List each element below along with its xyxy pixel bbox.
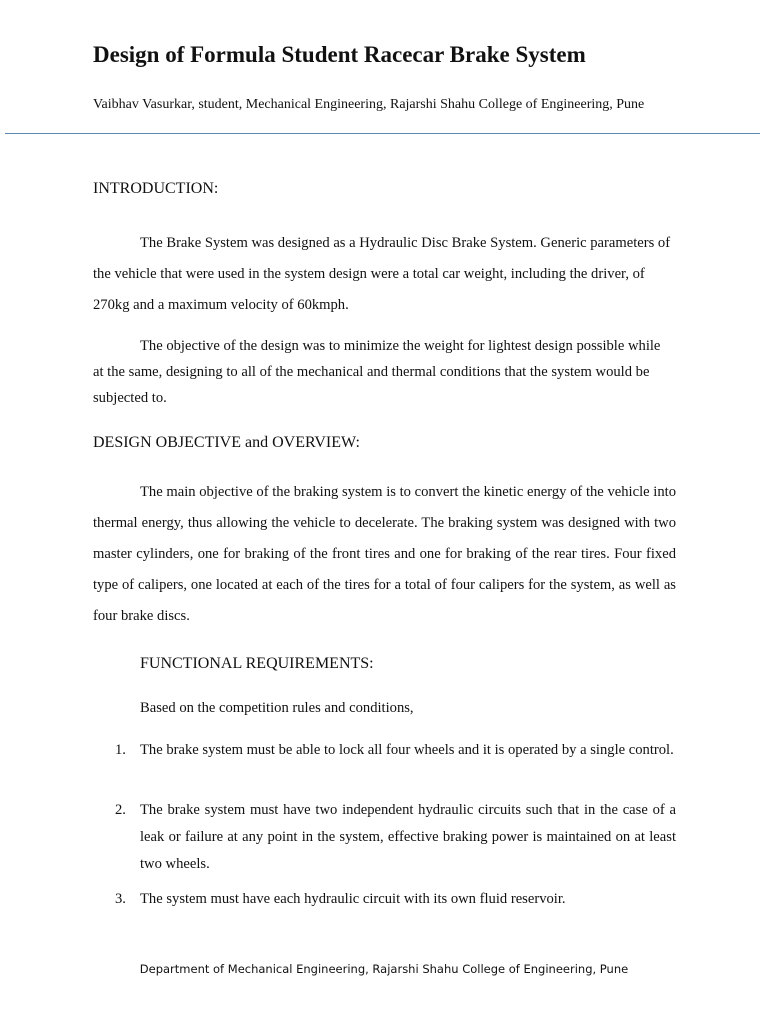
functional-requirements-heading: FUNCTIONAL REQUIREMENTS: bbox=[140, 655, 374, 672]
introduction-paragraph-1 bbox=[93, 228, 673, 321]
introduction-heading: INTRODUCTION: bbox=[93, 180, 219, 197]
header-divider bbox=[5, 133, 760, 134]
requirements-lead-text: Based on the competition rules and conditions, bbox=[140, 700, 414, 716]
requirement-number: 2. bbox=[115, 802, 126, 818]
design-objective-paragraph-text: The main objective of the braking system is to convert the kinetic energy of the vehicle into thermal energy, thus allowing the vehicle to decelerate. The braking system was designed with two master cylinders, one for braking of the front tires and one for braking of the rear tires. Four fixed type of calipers, one located at each of the tires for a total of four calipers for the system, as well as four brake discs. bbox=[93, 484, 676, 624]
document-title: Design of Formula Student Racecar Brake System bbox=[93, 42, 586, 67]
introduction-paragraph-1-text: The Brake System was designed as a Hydraulic Disc Brake System. Generic parameters of the vehicle that were used in the system design were a total car weight, including the driver, of 270kg and a maximum velocity of 60kmph. bbox=[93, 235, 671, 313]
design-objective-paragraph bbox=[93, 477, 676, 632]
requirement-text: The brake system must have two independent hydraulic circuits such that in the case of a leak or failure at any point in the system, effective braking power is maintained on at least two wheels. bbox=[140, 802, 676, 872]
requirement-text: The system must have each hydraulic circuit with its own fluid reservoir. bbox=[140, 891, 566, 907]
page-footer: Department of Mechanical Engineering, Rajarshi Shahu College of Engineering, Pune bbox=[139, 962, 629, 976]
requirement-number: 3. bbox=[115, 891, 126, 907]
design-objective-heading: DESIGN OBJECTIVE and OVERVIEW: bbox=[93, 434, 360, 451]
author-line: Vaibhav Vasurkar, student, Mechanical Engineering, Rajarshi Shahu College of Engineering, Pune bbox=[93, 97, 645, 112]
introduction-paragraph-2-text: The objective of the design was to minimize the weight for lightest design possible while at the same, designing to all of the mechanical and thermal conditions that the system would be subjected to. bbox=[93, 338, 661, 406]
requirement-text: The brake system must be able to lock all four wheels and it is operated by a single control. bbox=[140, 742, 674, 758]
requirement-number: 1. bbox=[115, 742, 126, 758]
introduction-paragraph-2 bbox=[93, 333, 673, 411]
